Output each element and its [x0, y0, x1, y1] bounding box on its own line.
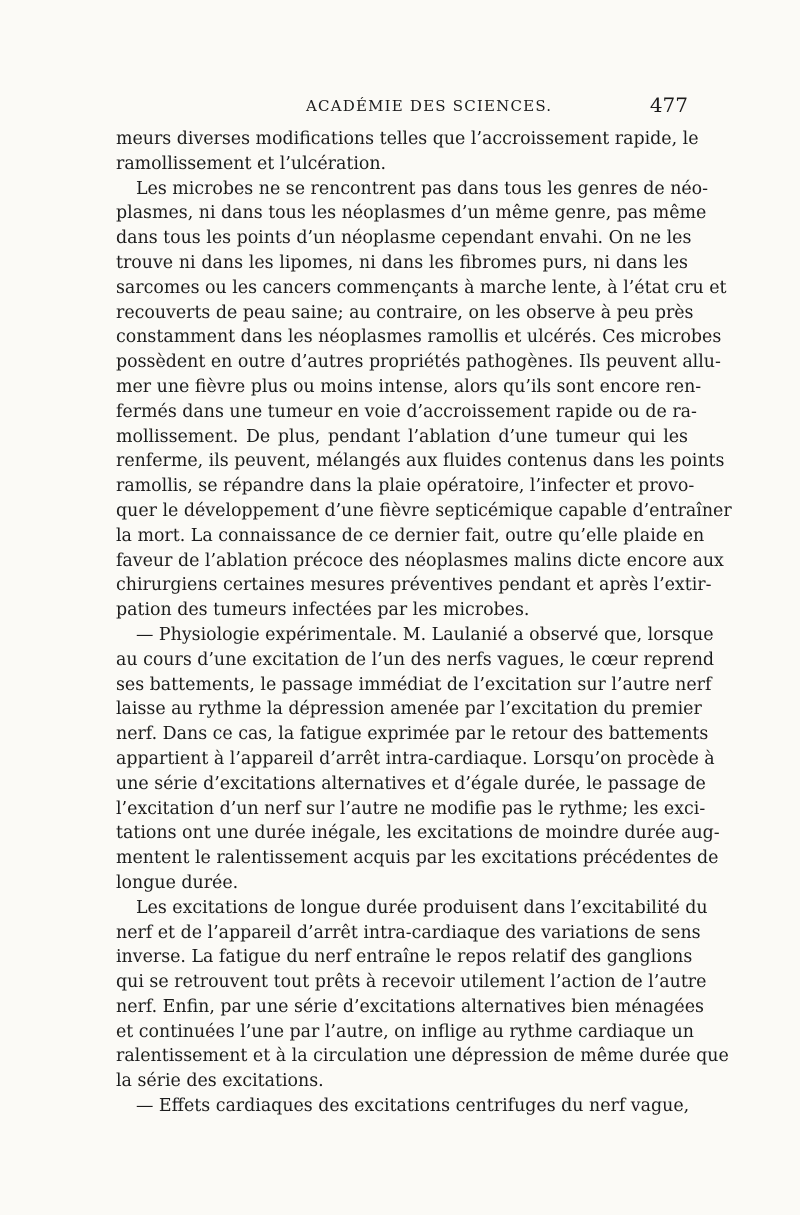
text-line: quer le développement d’une fièvre septicémique capable d’entraîner [116, 500, 732, 521]
body-text [116, 127, 732, 1119]
text-line: Les microbes ne se rencontrent pas dans tous les genres de néo- [136, 178, 709, 199]
text-line: une série d’excitations alternatives et d’égale durée, le passage de [116, 773, 706, 794]
text-line: renferme, ils peuvent, mélangés aux fluides contenus dans les points [116, 451, 725, 472]
text-line: au cours d’une excitation de l’un des nerfs vagues, le cœur reprend [116, 649, 715, 670]
text-line: laisse au rythme la dépression amenée par l’excitation du premier [116, 699, 702, 720]
text-line: constamment dans les néoplasmes ramollis et ulcérés. Ces microbes [116, 327, 722, 348]
text-line: meurs diverses modifications telles que l’accroissement rapide, le [116, 129, 699, 149]
text-line: ramollissement et l’ulcération. [116, 153, 387, 174]
text-line: Les excitations de longue durée produisent dans l’excitabilité du [136, 897, 708, 918]
text-line: longue durée. [116, 872, 239, 893]
text-line: pation des tumeurs infectées par les microbes. [116, 600, 530, 621]
text-line: plasmes, ni dans tous les néoplasmes d’un même genre, pas même [116, 203, 707, 224]
text-line: possèdent en outre d’autres propriétés pathogènes. Ils peuvent allu- [116, 352, 721, 373]
text-line: qui se retrouvent tout prêts à recevoir utilement l’action de l’autre [116, 972, 707, 993]
text-line: et continuées l’une par l’autre, on inflige au rythme cardiaque un [116, 1021, 695, 1042]
text-line: faveur de l’ablation précoce des néoplasmes malins dicte encore aux [116, 550, 724, 571]
text-line: nerf. Enfin, par une série d’excitations alternatives bien ménagées [116, 996, 704, 1017]
text-line: nerf et de l’appareil d’arrêt intra-cardiaque des variations de sens [116, 922, 701, 943]
page-header [116, 93, 688, 127]
text-line: la série des excitations. [116, 1071, 324, 1092]
text-line: — Physiologie expérimentale. M. Laulanié a observé que, lorsque [136, 624, 714, 645]
text-line: chirurgiens certaines mesures préventives pendant et après l’extir- [116, 575, 712, 596]
text-line: nerf. Dans ce cas, la fatigue exprimée par le retour des battements [116, 724, 709, 745]
text-line: inverse. La fatigue du nerf entraîne le repos relatif des ganglions [116, 947, 693, 968]
running-title: ACADÉMIE DES SCIENCES. [306, 97, 553, 115]
text-line: sarcomes ou les cancers commençants à marche lente, à l’état cru et [116, 277, 727, 298]
text-line: mentent le ralentissement acquis par les excitations précédentes de [116, 848, 719, 869]
page-number: 477 [649, 93, 688, 117]
text-line: recouverts de peau saine; au contraire, on les observe à peu près [116, 302, 694, 323]
text-line: dans tous les points d’un néoplasme cependant envahi. On ne les [116, 228, 692, 249]
text-line: la mort. La connaissance de ce dernier fait, outre qu’elle plaide en [116, 525, 705, 546]
text-line: — Effets cardiaques des excitations centrifuges du nerf vague, [136, 1096, 690, 1117]
text-line: l’excitation d’un nerf sur l’autre ne modifie pas le rythme; les exci- [116, 798, 706, 819]
text-line: ses battements, le passage immédiat de l’excitation sur l’autre nerf [116, 674, 712, 695]
text-line: appartient à l’appareil d’arrêt intra-cardiaque. Lorsqu’on procède à [116, 748, 715, 769]
text-line: trouve ni dans les lipomes, ni dans les fibromes purs, ni dans les [116, 252, 688, 273]
text-line: ralentissement et à la circulation une dépression de même durée que [116, 1046, 729, 1067]
text-line: fermés dans une tumeur en voie d’accroissement rapide ou de ra- [116, 401, 697, 422]
text-line: tations ont une durée inégale, les excitations de moindre durée aug- [116, 823, 720, 844]
text-line: ramollis, se répandre dans la plaie opératoire, l’infecter et provo- [116, 476, 695, 497]
text-line: mollissement. De plus, pendant l’ablation d’une tumeur qui les [116, 426, 688, 447]
text-line: mer une fièvre plus ou moins intense, alors qu’ils sont encore ren- [116, 376, 702, 397]
